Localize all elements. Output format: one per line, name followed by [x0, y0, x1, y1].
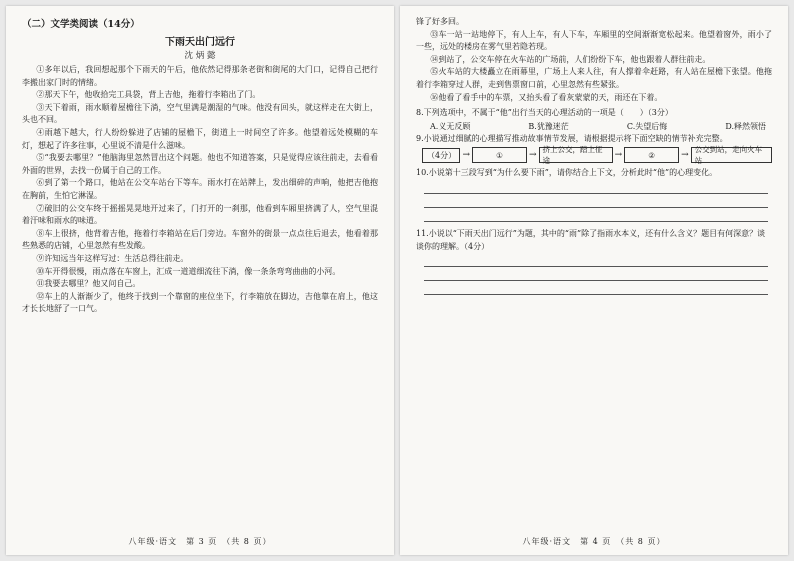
- paragraph-12: ⑫车上的人渐渐少了，他终于找到一个靠窗的座位坐下，行李箱放在脚边，吉他靠在肩上，他这才长长地舒了一口气。: [22, 291, 378, 314]
- answer-line[interactable]: [424, 253, 768, 267]
- paragraph-16: ⑯他看了看手中的车票，又抬头看了看灰蒙蒙的天，雨还在下着。: [430, 92, 663, 102]
- page-footer-right: 八年级·语文 第 4 页 （共 8 页）: [522, 537, 666, 546]
- flow-step-1: 挤上公交，踏上征途: [539, 147, 613, 163]
- question-9-score: （4分）: [422, 148, 460, 163]
- answer-line[interactable]: [424, 267, 768, 281]
- page-right: [400, 6, 788, 555]
- paragraph-5: ⑤“我要去哪里？”他脑海里忽然冒出这个问题。他也不知道答案，只是觉得应该往前走，去看看外面的世界，去找一份属于自己的工作。: [22, 153, 378, 175]
- paragraph-15: ⑮火车站的大楼矗立在雨幕里，广场上人来人往，有人撑着伞赶路，有人站在屋檐下张望。他拖着行李箱穿过人群，走到售票窗口前，心里忽然有些紧张。: [416, 67, 772, 89]
- paragraph-2: ②那天下午，他收拾完工具袋，背上吉他，拖着行李箱出了门。: [36, 90, 261, 100]
- arrow-icon: →: [681, 150, 689, 161]
- flow-step-2: 公交到站，走向火车站: [691, 147, 772, 163]
- option-d[interactable]: D.释然领悟: [725, 121, 766, 131]
- flow-blank-1[interactable]: ①: [472, 147, 527, 163]
- story-author: 沈 炳 懿: [184, 51, 216, 61]
- question-11: 11.小说以“下雨天出门远行”为题，其中的“雨”除了指雨水本义，还有什么含义？题目有何深意？谈谈你的理解。（4分）: [416, 228, 766, 251]
- arrow-icon: →: [528, 150, 537, 161]
- paragraph-11: ⑪我要去哪里？他又问自己。: [36, 279, 141, 289]
- question-8: 8.下列选项中，不属于“他”出行当天的心理活动的一项是（ ）（3分）: [416, 108, 673, 118]
- answer-line[interactable]: [424, 180, 768, 194]
- answer-line[interactable]: [424, 208, 768, 222]
- paragraph-3: ③天下着雨，雨水顺着屋檐往下淌，空气里满是潮湿的气味。他没有回头，就这样走在大街上，头也不回。: [22, 102, 378, 125]
- paragraph-1: ①多年以后，我回想起那个下雨天的午后，他依然记得那条老街和街尾的大门口，记得自己把行李搬出家门时的情绪。: [22, 65, 378, 87]
- answer-line[interactable]: [424, 194, 768, 208]
- option-c[interactable]: C.失望后悔: [626, 121, 668, 131]
- paragraph-8: ⑧车上很挤，他背着吉他，拖着行李箱站在后门旁边。车窗外的街景一点点往后退去，他看着那些熟悉的店铺，心里忽然有些发酸。: [22, 228, 378, 251]
- page-footer-left: 八年级·语文 第 3 页 （共 8 页）: [128, 537, 272, 546]
- option-a[interactable]: A.义无反顾: [430, 121, 471, 131]
- arrow-icon: →: [614, 150, 623, 161]
- page-left: [6, 6, 394, 555]
- arrow-icon: →: [462, 150, 471, 161]
- section-label: （二）文学类阅读（14分）: [22, 19, 140, 30]
- paragraph-7: ⑦破旧的公交车终于摇摇晃晃地开过来了，门打开的一刹那，他看到车厢里挤满了人，空气里混着汗味和雨水的味道。: [22, 203, 378, 226]
- paragraph-6: ⑥到了第一个路口，他站在公交车站台下等车。雨水打在站牌上，发出细碎的声响，他把吉他抱在胸前，生怕它淋湿。: [22, 178, 378, 200]
- option-b[interactable]: B.犹豫迷茫: [528, 121, 569, 131]
- flow-blank-2[interactable]: ②: [624, 147, 679, 163]
- question-9: 9.小说通过细腻的心理描写推动故事情节发展，请根据提示将下面空缺的情节补充完整。: [416, 133, 728, 143]
- paragraph-continued: 锋了好多回。: [416, 17, 464, 26]
- paragraph-13: ⑬车一站一站地停下，有人上车，有人下车，车厢里的空间渐渐宽松起来。他望着窗外，雨小了一些，远处的楼房在雾气里若隐若现。: [416, 29, 772, 52]
- paragraph-4: ④雨越下越大，行人纷纷躲进了店铺的屋檐下，街道上一时间空了许多。他望着远处模糊的车灯，想起了许多往事，心里说不清是什么滋味。: [22, 127, 378, 150]
- paragraph-9: ⑨许知远当年这样写过：生活总得往前走。: [36, 253, 189, 263]
- plot-flowchart: [422, 145, 772, 166]
- question-8-options: [416, 120, 772, 133]
- exam-spread: [6, 6, 788, 555]
- answer-line[interactable]: [424, 281, 768, 295]
- story-title: 下雨天出门远行: [165, 37, 235, 48]
- question-10: 10.小说第十三段写到“为什么要下雨”，请你结合上下文，分析此时“他”的心理变化。: [416, 168, 718, 178]
- paragraph-14: ⑭到站了，公交车停在火车站的广场前，人们纷纷下车，他也跟着人群往前走。: [430, 54, 711, 64]
- paragraph-10: ⑩车开得很慢，雨点落在车窗上，汇成一道道细流往下淌，像一条条弯弯曲曲的小河。: [36, 266, 341, 276]
